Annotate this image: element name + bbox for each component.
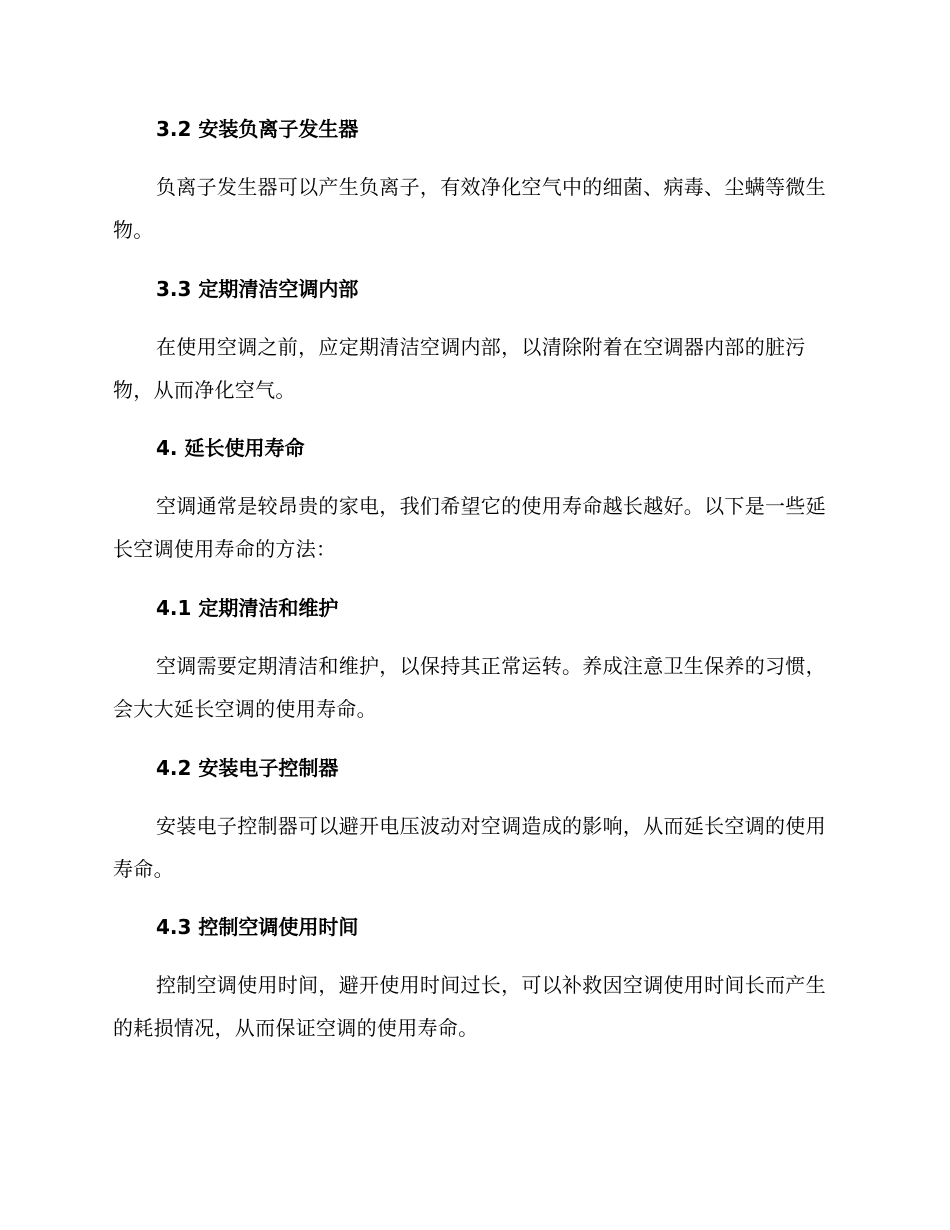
section-heading-3-3: 3.3 定期清洁空调内部 [156, 277, 359, 301]
section-body-4-3: 控制空调使用时间，避开使用时间过长，可以补救因空调使用时间长而产生的耗损情况，从而保证空调的使用寿命。 [113, 973, 826, 1040]
section-body-4-2: 安装电子控制器可以避开电压波动对空调造成的影响，从而延长空调的使用寿命。 [113, 814, 826, 881]
section-heading-4-3: 4.3 控制空调使用时间 [156, 915, 359, 939]
section-body-4: 空调通常是较昂贵的家电，我们希望它的使用寿命越长越好。以下是一些延长空调使用寿命的方法： [113, 494, 826, 561]
section-heading-3-2: 3.2 安装负离子发生器 [156, 117, 359, 141]
section-body-3-2: 负离子发生器可以产生负离子，有效净化空气中的细菌、病毒、尘螨等微生物。 [113, 175, 826, 242]
section-heading-4-2: 4.2 安装电子控制器 [156, 756, 339, 780]
section-heading-4-1: 4.1 定期清洁和维护 [156, 596, 339, 620]
section-heading-4: 4. 延长使用寿命 [156, 436, 305, 460]
section-body-3-3: 在使用空调之前，应定期清洁空调内部，以清除附着在空调器内部的脏污物，从而净化空气。 [113, 335, 806, 402]
section-body-4-1: 空调需要定期清洁和维护，以保持其正常运转。养成注意卫生保养的习惯，会大大延长空调的使用寿命。 [113, 654, 826, 721]
